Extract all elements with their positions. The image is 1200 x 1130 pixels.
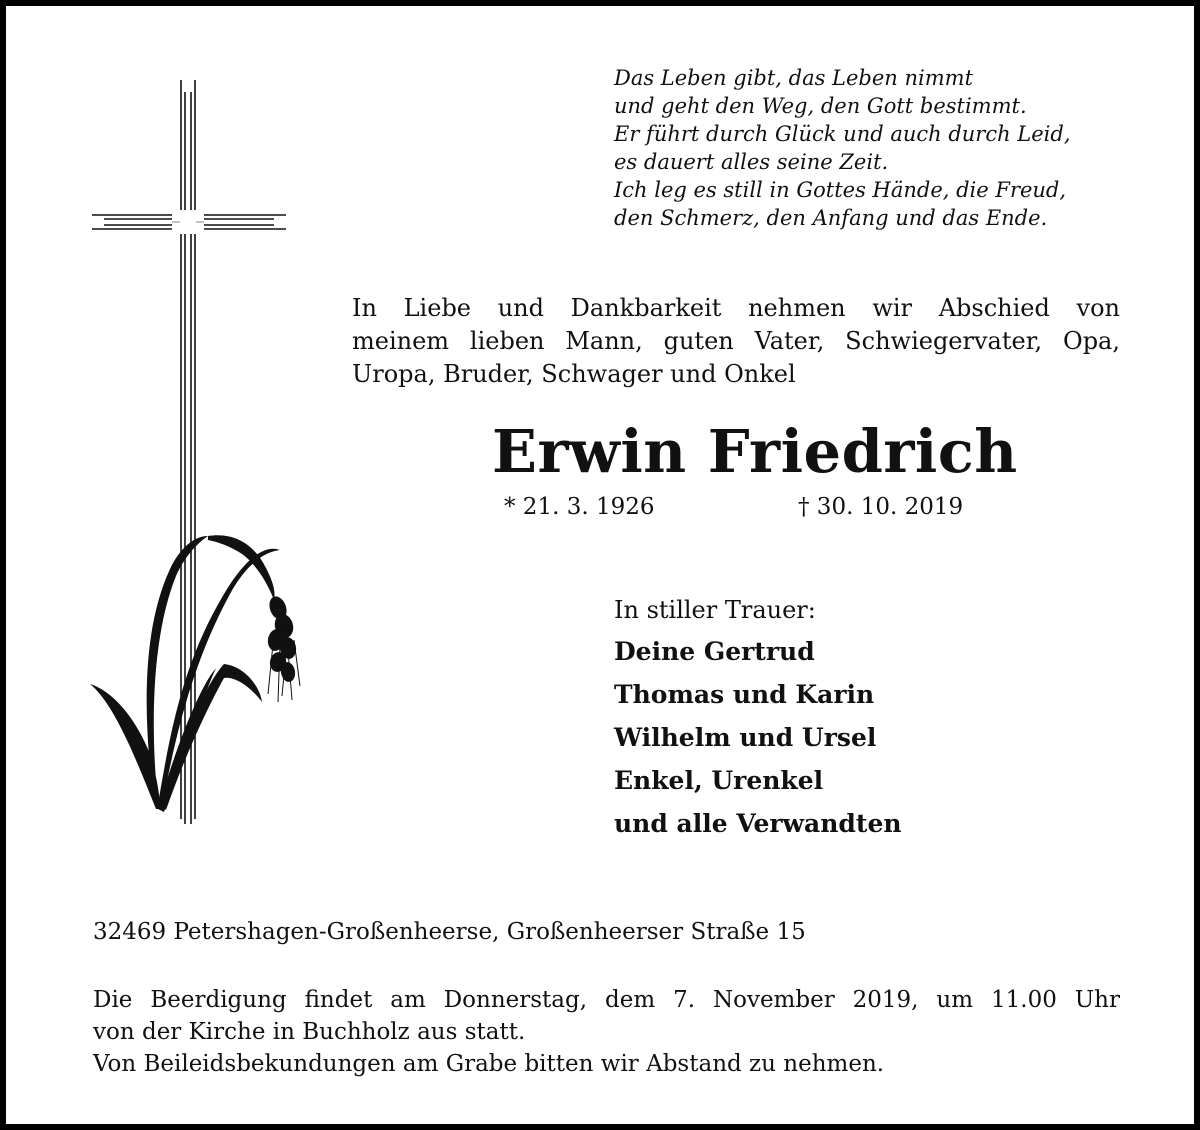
mourner-name: Deine Gertrud — [614, 637, 815, 666]
mourner-name: und alle Verwandten — [614, 809, 902, 838]
intro-line: In Liebe und Dankbarkeit nehmen wir Abschied von — [352, 294, 1120, 322]
funeral-line: Von Beileidsbekundungen am Grabe bitten wir Abstand zu nehmen. — [93, 1051, 885, 1077]
mourning-label: In stiller Trauer: — [614, 596, 816, 624]
funeral-line: von der Kirche in Buchholz aus statt. — [93, 1019, 526, 1045]
poem-line: Er führt durch Glück und auch durch Leid, — [614, 122, 1071, 146]
mourner-name: Thomas und Karin — [614, 680, 875, 709]
birth-date: * 21. 3. 1926 — [504, 494, 655, 520]
poem-line: Ich leg es still in Gottes Hände, die Freud, — [614, 178, 1067, 202]
mourner-name: Enkel, Urenkel — [614, 766, 824, 795]
poem-line: Das Leben gibt, das Leben nimmt — [614, 66, 974, 90]
funeral-line: Die Beerdigung findet am Donnerstag, dem 7. November 2019, um 11.00 Uhr — [93, 987, 1120, 1013]
poem — [614, 64, 1071, 232]
family-address: 32469 Petershagen-Großenheerse, Großenheerser Straße 15 — [93, 919, 806, 945]
intro-line: Uropa, Bruder, Schwager und Onkel — [352, 360, 796, 388]
mourners-list — [614, 630, 902, 845]
intro-line: meinem lieben Mann, guten Vater, Schwiegervater, Opa, — [352, 327, 1120, 355]
cross-with-wheat-icon — [84, 74, 324, 834]
deceased-name: Erwin Friedrich — [492, 417, 1018, 486]
poem-line: und geht den Weg, den Gott bestimmt. — [614, 94, 1027, 118]
poem-line: es dauert alles seine Zeit. — [614, 150, 889, 174]
funeral-info — [93, 984, 1120, 1080]
mourner-name: Wilhelm und Ursel — [614, 723, 877, 752]
intro-text — [352, 292, 1120, 391]
poem-line: den Schmerz, den Anfang und das Ende. — [614, 206, 1048, 230]
death-date: † 30. 10. 2019 — [798, 494, 964, 520]
